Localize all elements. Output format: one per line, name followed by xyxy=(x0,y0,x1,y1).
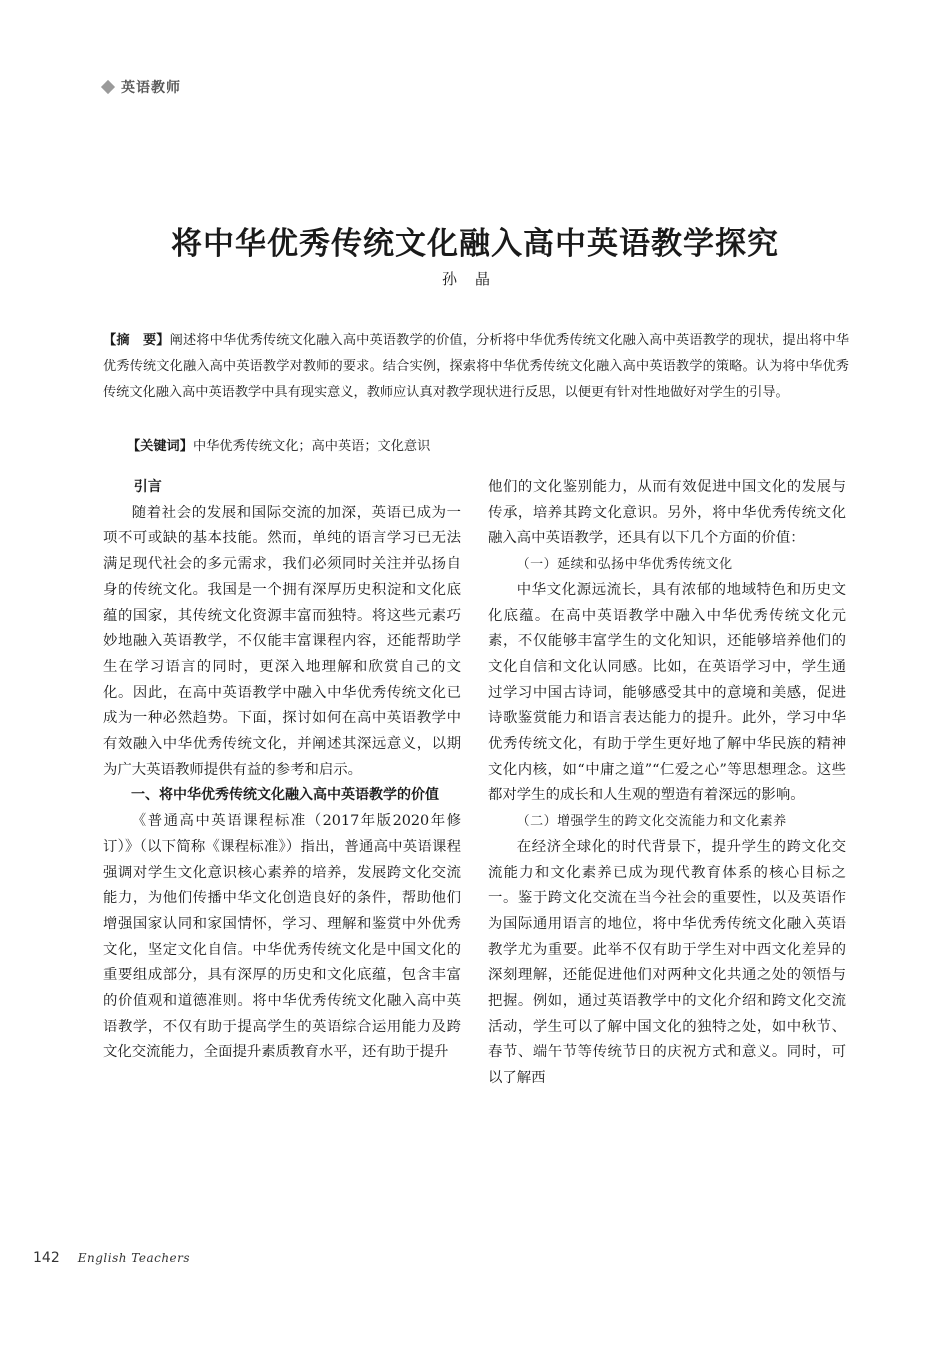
author-name: 孙晶 xyxy=(441,270,508,288)
abstract-text: 阐述将中华优秀传统文化融入高中英语教学的价值，分析将中华优秀传统文化融入高中英语教学的现状，提出将中华优秀传统文化融入高中英语教学对教师的要求。结合实例，探索将中华优秀传统文化融入高中英语教学的策略。认为将中华优秀传统文化融入高中英语教学中具有现实意义，教师应认真对教学现状进行反思，以便更有针对性地做好对学生的引导。 xyxy=(103,333,850,400)
body-paragraph: 中华文化源远流长，具有浓郁的地域特色和历史文化底蕴。在高中英语教学中融入中华优秀传统文化元素，不仅能够丰富学生的文化知识，还能够培养他们的文化自信和文化认同感。比如，在英语学习中，学生通过学习中国古诗词，能够感受其中的意境和美感，促进诗歌鉴赏能力和语言表达能力的提升。此外，学习中华优秀传统文化，有助于学生更好地了解中华民族的精神文化内核，如“中庸之道”“仁爱之心”等思想理念。这些都对学生的成长和人生观的塑造有着深远的影响。 xyxy=(488,581,846,804)
page-number: 142 xyxy=(33,1250,60,1266)
right-column xyxy=(488,475,846,1092)
keywords xyxy=(127,434,847,460)
keywords-label: 【关键词】 xyxy=(127,439,193,454)
intro-heading: 引言 xyxy=(133,479,162,495)
abstract-label: 【摘 要】 xyxy=(103,333,170,348)
journal-name: 英语教师 xyxy=(121,80,181,96)
section-heading-1: 一、将中华优秀传统文化融入高中英语教学的价值 xyxy=(131,787,439,804)
running-header xyxy=(103,77,181,97)
abstract xyxy=(103,328,849,406)
page-footer xyxy=(33,1250,190,1266)
article-title: 将中华优秀传统文化融入高中英语教学探究 xyxy=(171,226,779,262)
journal-english-name: English Teachers xyxy=(77,1251,191,1265)
keywords-text: 中华优秀传统文化；高中英语；文化意识 xyxy=(192,439,431,454)
body-paragraph: 在经济全球化的时代背景下，提升学生的跨文化交流能力和文化素养已成为现代教育体系的核心目标之一。鉴于跨文化交流在当今社会的重要性，以及英语作为国际通用语言的地位，将中华优秀传统文化融入英语教学尤为重要。此举不仅有助于学生对中西文化差异的深刻理解，还能促进他们对两种文化共通之处的领悟与把握。例如，通过英语教学中的文化介绍和跨文化交流活动，学生可以了解中国文化的独特之处，如中秋节、春节、端午节等传统节日的庆祝方式和意义。同时，可以了解西 xyxy=(488,838,846,1087)
diamond-icon xyxy=(101,80,115,94)
intro-paragraph: 随着社会的发展和国际交流的加深，英语已成为一项不可或缺的基本技能。然而，单纯的语言学习已无法满足现代社会的多元需求，我们必须同时关注并弘扬自身的传统文化。我国是一个拥有深厚历史积淀和文化底蕴的国家，其传统文化资源丰富而独特。将这些元素巧妙地融入英语教学，不仅能丰富课程内容，还能帮助学生在学习语言的同时，更深入地理解和欣赏自己的文化。因此，在高中英语教学中融入中华优秀传统文化已成为一种必然趋势。下面，探讨如何在高中英语教学中有效融入中华优秀传统文化，并阐述其深远意义，以期为广大英语教师提供有益的参考和启示。 xyxy=(103,504,461,778)
left-column xyxy=(103,475,461,1066)
body-paragraph: 《普通高中英语课程标准（2017年版2020年修订）》（以下简称《课程标准》）指出，普通高中英语课程强调对学生文化意识核心素养的培养，发展跨文化交流能力，为他们传播中华文化创造良好的条件，帮助他们增强国家认同和家国情怀，学习、理解和鉴赏中外优秀文化，坚定文化自信。中华优秀传统文化是中国文化的重要组成部分，具有深厚的历史和文化底蕴，包含丰富的价值观和道德准则。将中华优秀传统文化融入高中英语教学，不仅有助于提高学生的英语综合运用能力及跨文化交流能力，全面提升素质教育水平，还有助于提升 xyxy=(103,813,461,1061)
body-paragraph: 他们的文化鉴别能力，从而有效促进中国文化的发展与传承，培养其跨文化意识。另外，将中华优秀传统文化融入高中英语教学，还具有以下几个方面的价值： xyxy=(488,479,846,547)
subsection-heading-2: （二）增强学生的跨文化交流能力和文化素养 xyxy=(516,814,787,830)
subsection-heading-1: （一）延续和弘扬中华优秀传统文化 xyxy=(516,557,733,573)
